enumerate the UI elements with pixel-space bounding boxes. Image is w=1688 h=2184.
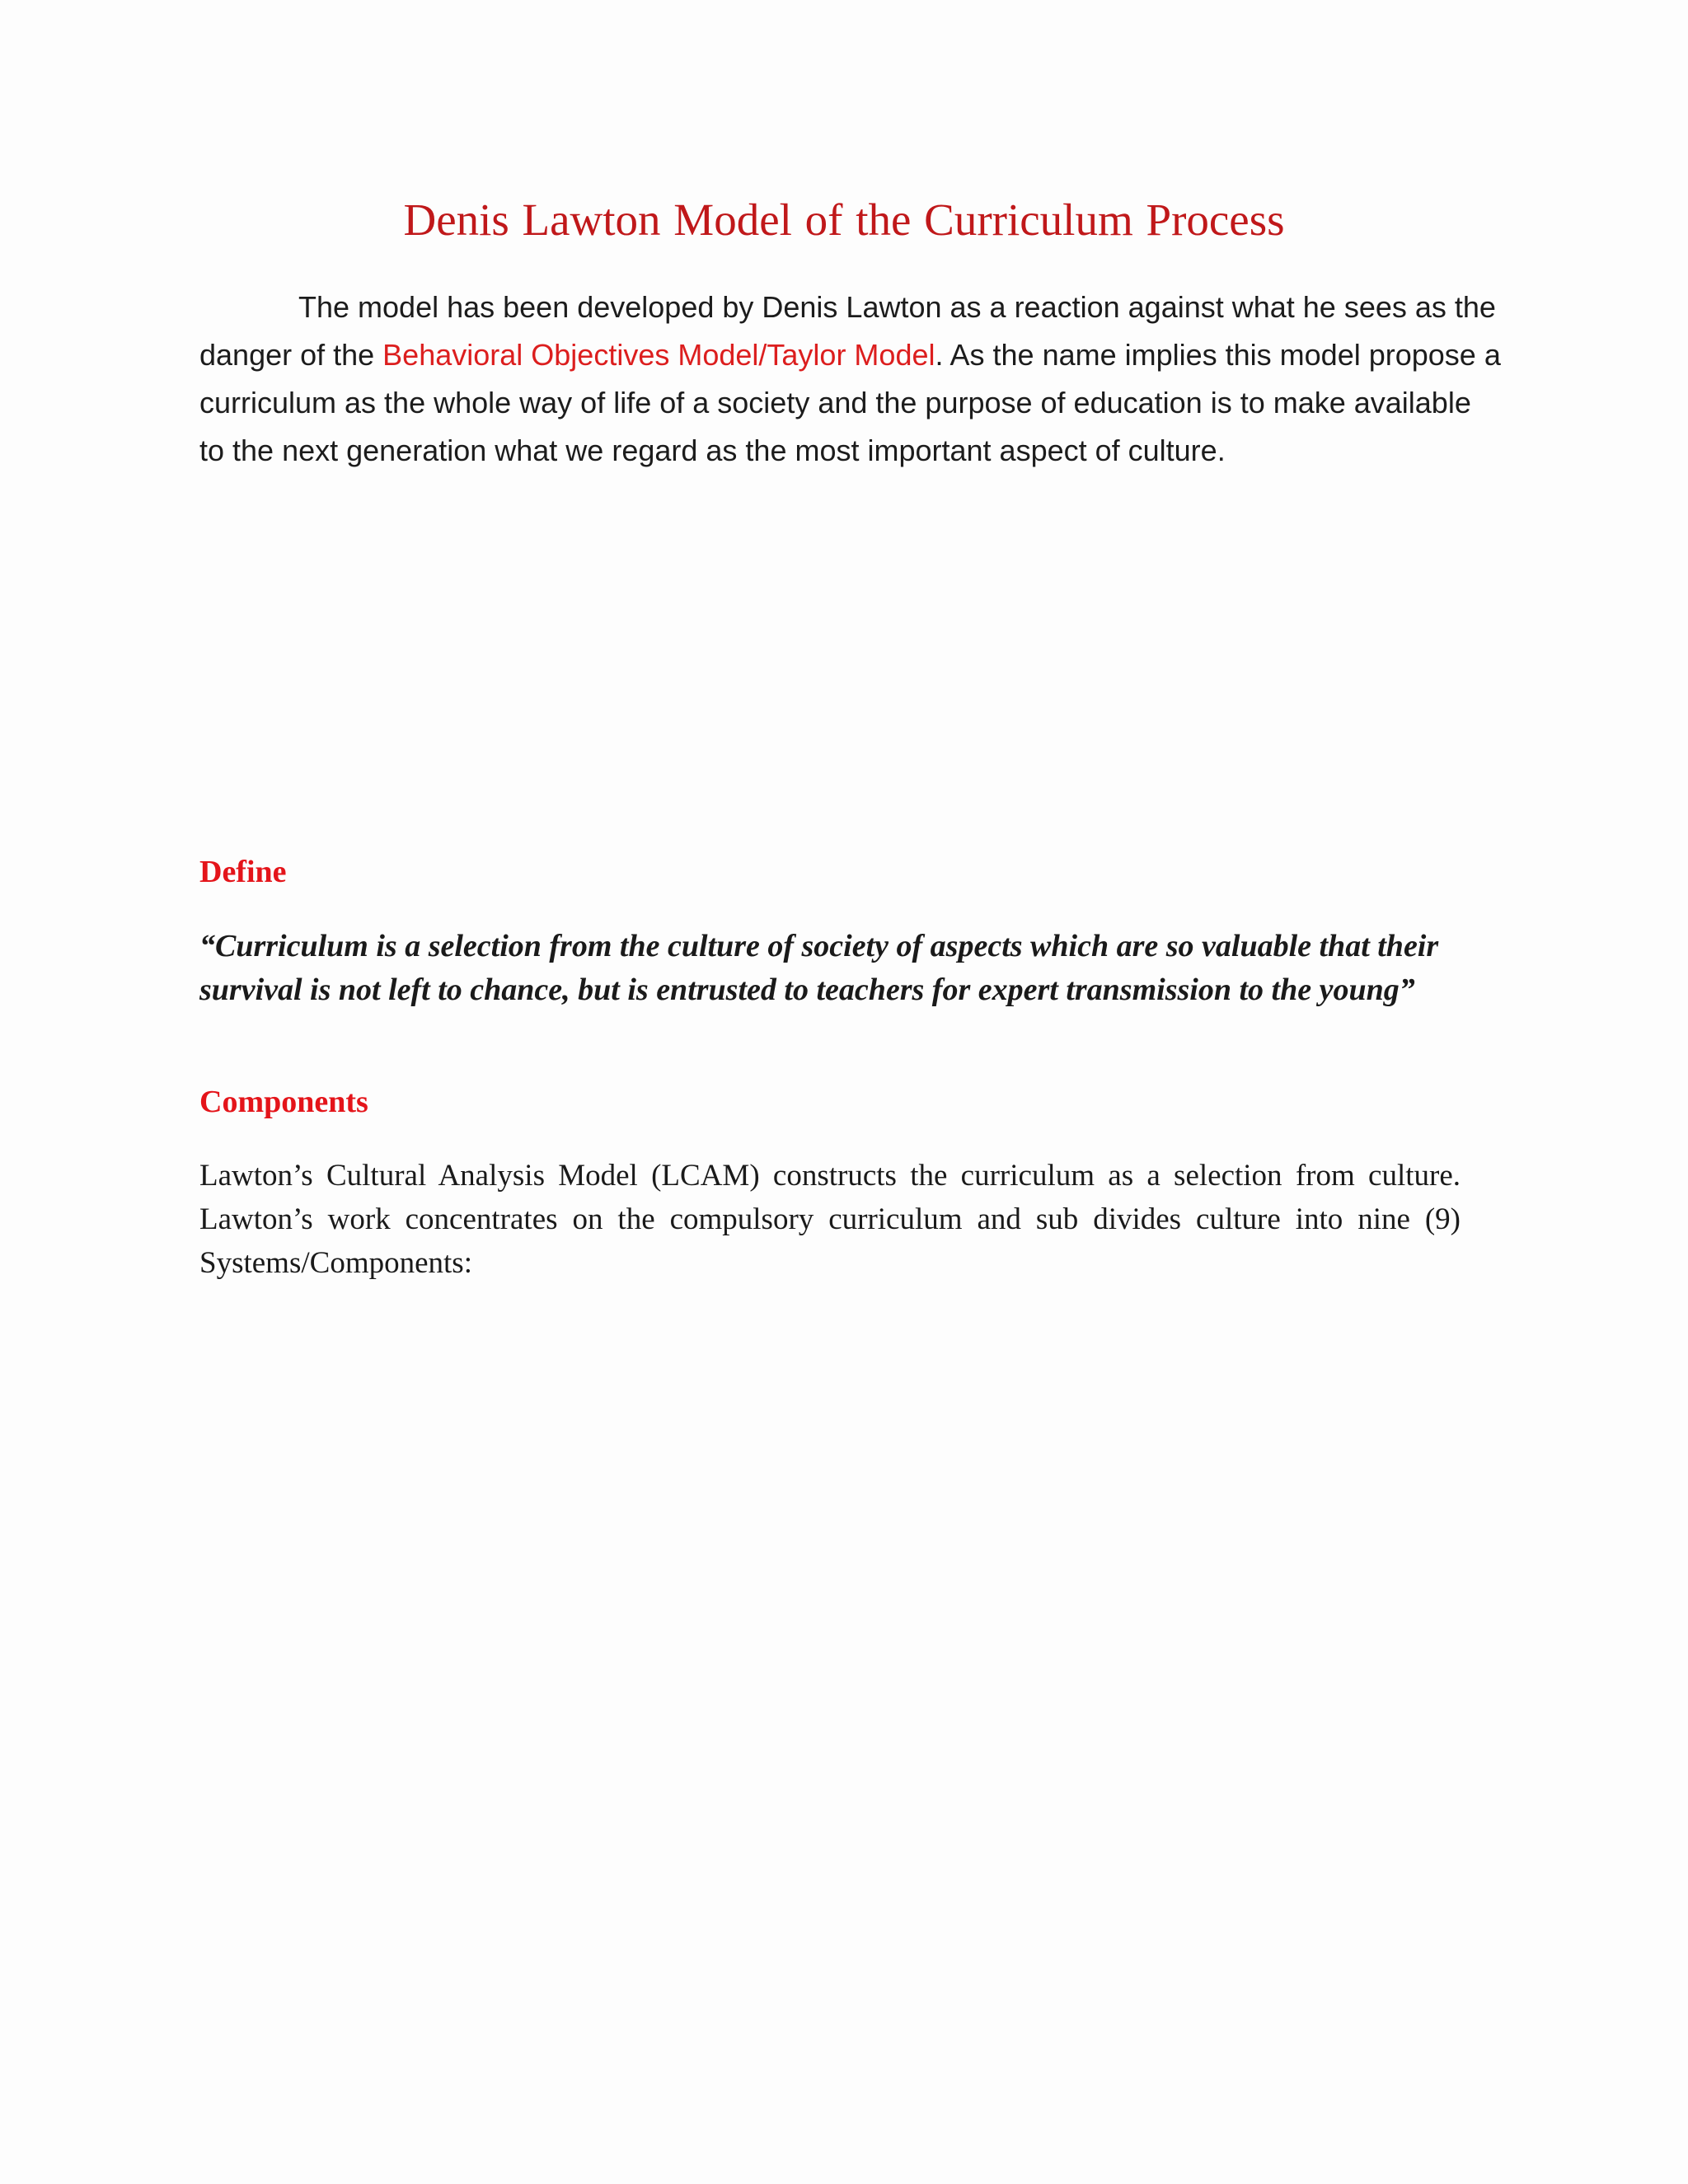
intro-text-start: The model has been developed by Denis Lawton as a reaction against what he sees as the danger of the: [199, 290, 1496, 372]
intro-text-end: . As the name implies this model propose a curriculum as the whole way of life of a society and the purpose of education is to make available to the next generation what we regard as the most important aspect of culture.: [199, 338, 1501, 467]
document-title: Denis Lawton Model of the Curriculum Process: [403, 194, 1285, 245]
model-reference: Behavioral Objectives Model/Taylor Model: [382, 338, 935, 372]
define-heading: Define: [199, 855, 287, 889]
curriculum-definition-quote: “Curriculum is a selection from the culture of society of aspects which are so valuable that their survival is not left to chance, but is entrusted to teachers for expert transmission to the young”: [199, 929, 1439, 1007]
components-paragraph: Lawton’s Cultural Analysis Model (LCAM) constructs the curriculum as a selection from culture. Lawton’s work concentrates on the compulsory curriculum and sub divides culture into nine (9) Systems/Components:: [199, 1159, 1461, 1280]
intro-paragraph: [199, 284, 1502, 475]
components-heading: Components: [199, 1085, 368, 1119]
